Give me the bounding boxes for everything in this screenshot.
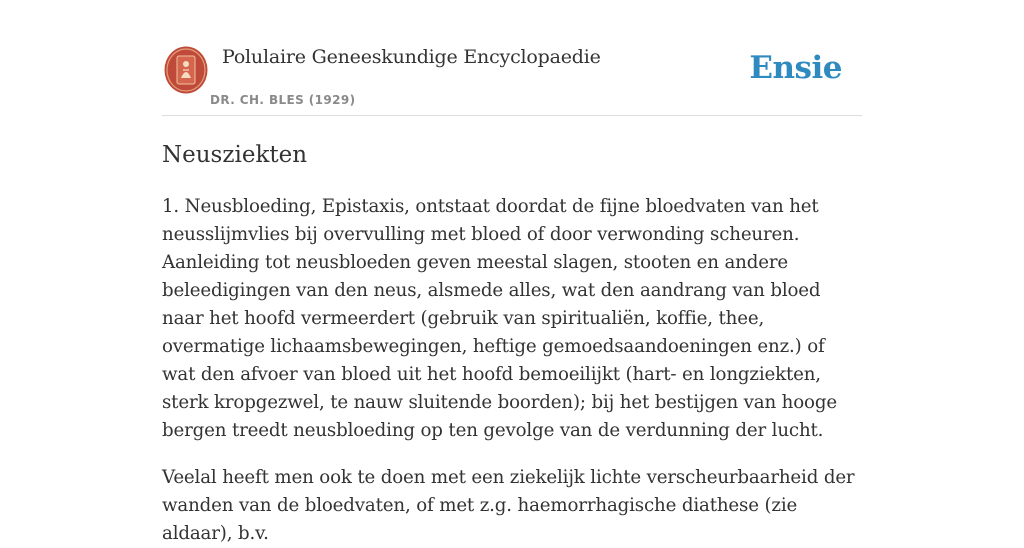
article — [162, 139, 862, 548]
book-author: DR. CH. BLES (1929) — [210, 93, 356, 107]
article-paragraph: 1. Neusbloeding, Epistaxis, ontstaat doordat de fijne bloedvaten van het neusslijmvlies bij overvulling met bloed of door verwonding scheuren. Aanleiding tot neusbloeden geven meestal slagen, stooten en andere beleedigingen van den neus, alsmede alles, wat den aandrang van bloed naar het hoofd vermeerdert (gebruik van spiritualiën, koffie, thee, overmatige lichaamsbewegingen, heftige gemoedsaandoeningen enz.) of wat den afvoer van bloed uit het hoofd bemoeilijkt (hart- en longziekten, sterk kropgezwel, te nauw sluitende boorden); bij het bestijgen van hooge bergen treedt neusbloeding op ten gevolge van de verdunning der lucht. — [162, 196, 837, 441]
brand-logo[interactable]: Ensie — [749, 50, 842, 86]
header — [162, 40, 862, 116]
article-title: Neusziekten — [162, 142, 308, 168]
book-title[interactable]: Polulaire Geneeskundige Encyclopaedie — [222, 46, 601, 68]
book-cover-icon[interactable] — [164, 46, 208, 94]
article-paragraph: Veelal heeft men ook te doen met een ziekelijk lichte verscheurbaarheid der wanden van de bloedvaten, of met z.g. haemorrhagische diathese (zie aldaar), b.v. — [162, 467, 855, 544]
